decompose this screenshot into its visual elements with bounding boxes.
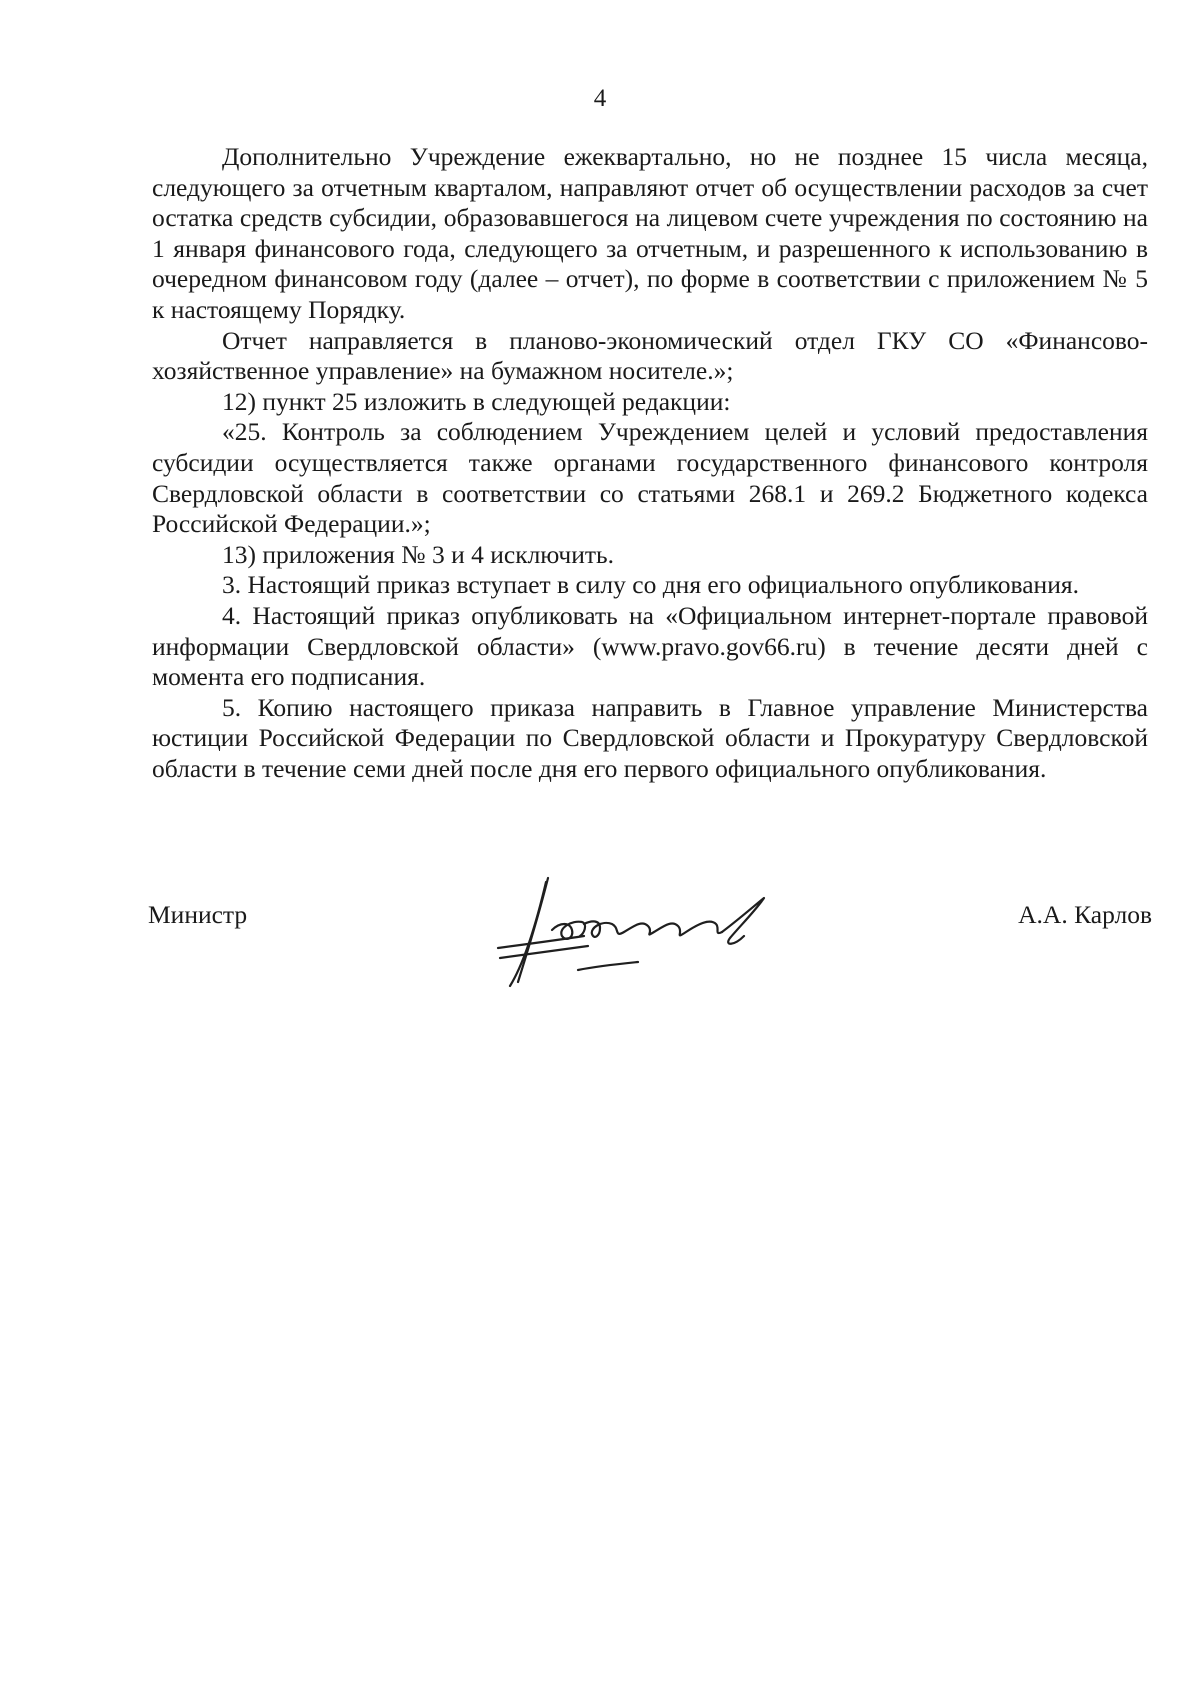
paragraph-item-3-effective-date: 3. Настоящий приказ вступает в силу со дня его официального опубликования. [222,570,1079,600]
paragraph-report-submission: Отчет направляется в планово-экономический отдел ГКУ СО «Финансово-хозяйственное управление» на бумажном носителе.»; [152,325,1148,386]
paragraph-item-5-copy: 5. Копию настоящего приказа направить в Главное управление Министерства юстиции Российской Федерации по Свердловской области и Прокуратуру Свердловской области в течение семи дней после дня его первого официального опубликования. [152,692,1148,783]
paragraph-item-4-publication: 4. Настоящий приказ опубликовать на «Официальном интернет-портале правовой информации Свердловской области» (www.pravo.gov66.ru) в течение десяти дней с момента его подписания. [152,600,1148,692]
paragraph-item-12: 12) пункт 25 изложить в следующей редакции: [222,386,731,416]
signer-name: А.А. Карлов [1018,900,1152,929]
signer-title: Министр [148,900,248,929]
document-body [152,142,1148,784]
paragraph-clause-25: «25. Контроль за соблюдением Учреждением целей и условий предоставления субсидии осуществляется также органами государственного финансового контроля Свердловской области в соответствии со статьями 268.1 и 269.2 Бюджетного кодекса Российской Федерации.»; [152,417,1148,539]
paragraph-item-13: 13) приложения № 3 и 4 исключить. [222,539,615,569]
page-number: 4 [593,85,607,112]
signature-block [148,870,1152,990]
paragraph-quarterly-report: Дополнительно Учреждение ежеквартально, но не позднее 15 числа месяца, следующего за отчетным кварталом, направляют отчет об осуществлении расходов за счет остатка средств субсидии, образовавшегося на лицевом счете учреждения по состоянию на 1 января финансового года, следующего за отчетным, и разрешенного к использованию в очередном финансовом году (далее – отчет), по форме в соответствии с приложением № 5 к настоящему Порядку. [152,142,1148,324]
handwritten-signature [488,870,788,990]
